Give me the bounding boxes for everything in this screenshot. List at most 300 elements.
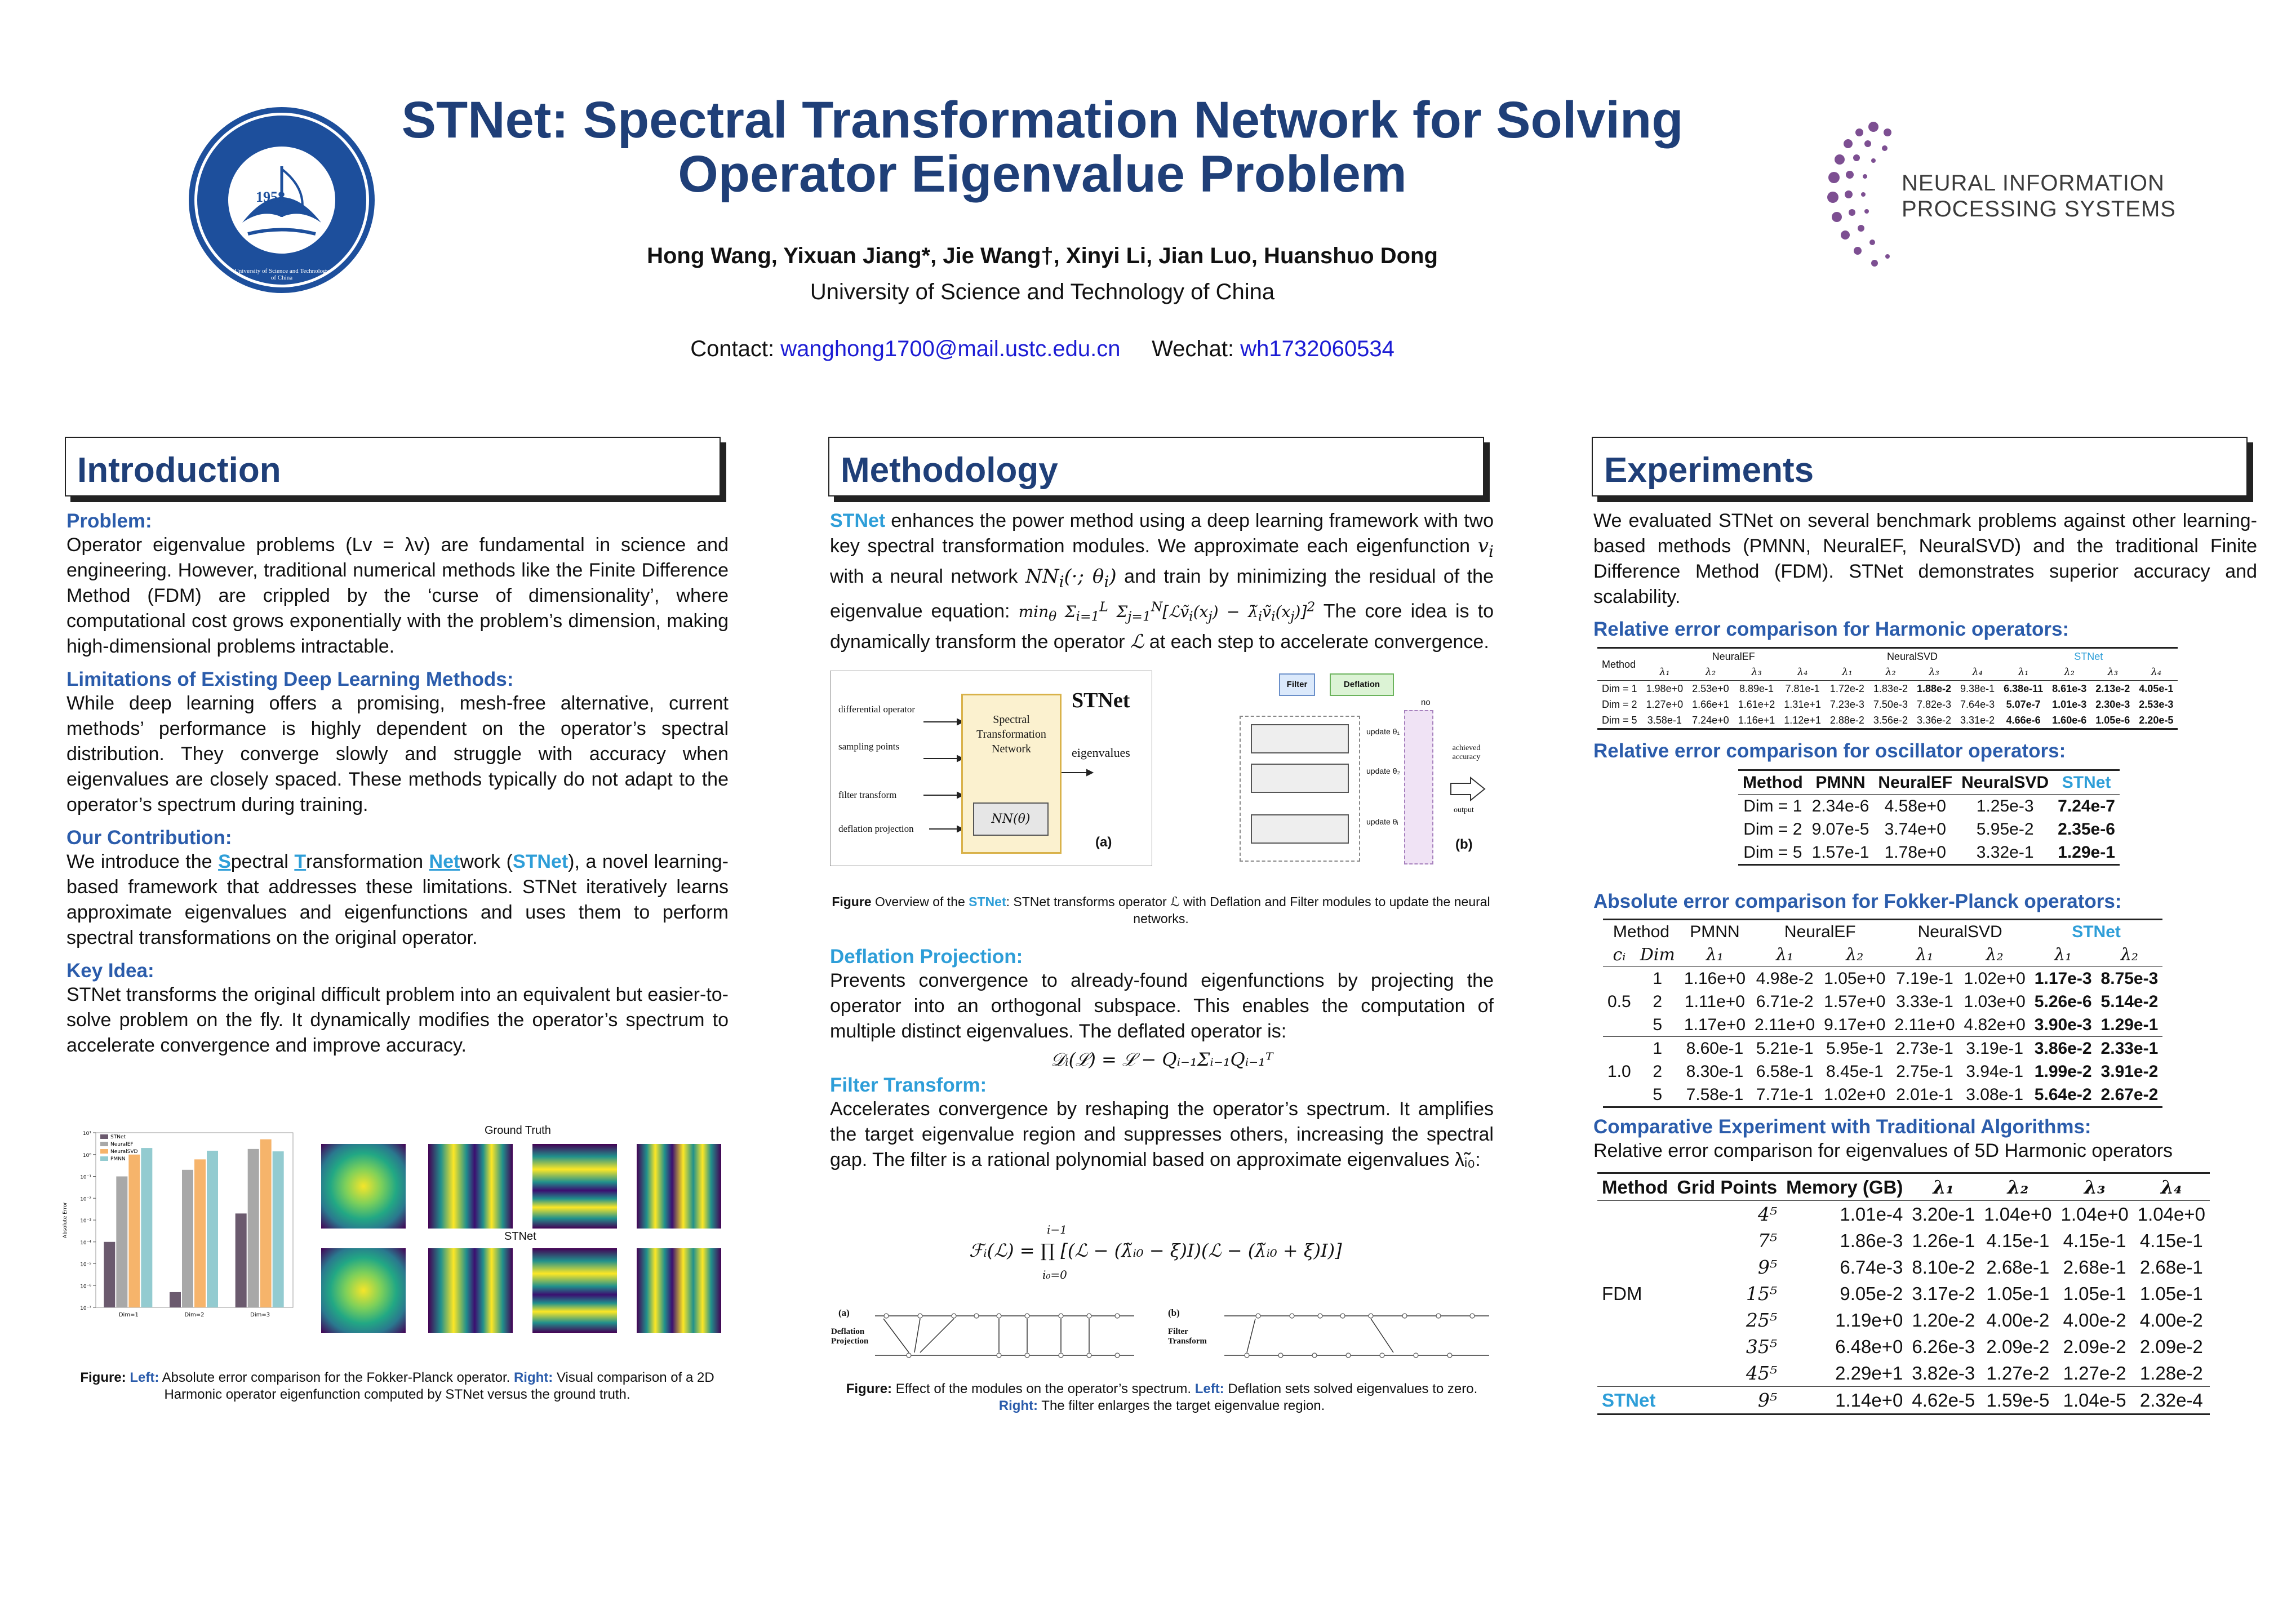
table-row [1738, 841, 2120, 865]
heatmap-stnet-4 [637, 1248, 721, 1333]
filter-title: Filter Transform: [830, 1074, 987, 1096]
x-tick-label: Dim=2 [184, 1312, 205, 1318]
y-tick-label: 10⁻⁴ [80, 1240, 91, 1246]
update-theta-i: update θᵢ [1366, 817, 1398, 826]
t4-header: λ₁ [1907, 1173, 1979, 1201]
t3-cell: 3.90e-3 [2030, 1013, 2097, 1037]
t3-cell: 2 [1653, 1062, 1663, 1081]
bar-neuralef-dim-3 [248, 1149, 259, 1307]
t4-cell: 2.68e-1 [2063, 1257, 2126, 1278]
t1-cell: 9.38e-1 [1960, 683, 1995, 694]
t3-cell: 2 [1653, 992, 1663, 1011]
bar-neuralsvd-dim-2 [194, 1159, 206, 1307]
t1-cell: 7.24e+0 [1687, 712, 1734, 729]
legend-swatch [100, 1142, 108, 1146]
t2-header: STNet [2053, 770, 2120, 795]
t4-cell: 1.14e+0 [1782, 1387, 1907, 1414]
t4-cell: 3.82e-3 [1907, 1360, 1979, 1387]
t3-cell: 2.33e-1 [2100, 1039, 2159, 1058]
t1-cell: 2.88e-2 [1826, 712, 1869, 729]
y-tick-label: 10⁻⁵ [80, 1262, 91, 1268]
y-tick-label: 10⁰ [82, 1152, 91, 1159]
methodology-details [830, 946, 1494, 1173]
t1-row-label: Dim = 5 [1597, 712, 1642, 729]
t2-cell: 5.95e-2 [1976, 820, 2034, 839]
spectrum-b-name: Filter Transform [1168, 1327, 1207, 1346]
table-row [1597, 681, 2178, 697]
bar-stnet-dim-2 [170, 1292, 181, 1307]
t1-cell: 7.64e-3 [1960, 699, 1995, 710]
t3-cell: 2.75e-1 [1896, 1062, 1953, 1081]
t4-cell: 1.05e-1 [2139, 1283, 2203, 1304]
t2-header: NeuralEF [1873, 770, 1957, 795]
spectrum-figure-caption: Figure: Effect of the modules on the operator’s spectrum. Left: Deflation sets solved eigenvalues to zero. Right: The filter enlarges the target eigenvalue region. [846, 1381, 1478, 1413]
table-row [1597, 1307, 2210, 1333]
t2-header: NeuralSVD [1957, 770, 2053, 795]
introduction-header [65, 437, 721, 496]
t3-cell: 2.67e-2 [2097, 1083, 2163, 1107]
nn-stack-frame [1240, 716, 1360, 862]
t4-header: Grid Points [1672, 1173, 1782, 1201]
t3-cell: 1.99e-2 [2034, 1062, 2092, 1081]
t1-lambda-header: λ₃ [1734, 664, 1780, 681]
legend-swatch [100, 1156, 108, 1161]
t3-cell: 3.19e-1 [1966, 1039, 2024, 1058]
filter-module: Filter [1279, 673, 1315, 696]
methodology-heading: Methodology [841, 451, 1058, 490]
t3-cell: 3.86e-2 [2034, 1039, 2092, 1058]
t1-lambda-header: λ₂ [2048, 664, 2091, 681]
t1-lambda-header: λ₃ [1912, 664, 1956, 681]
table-row [1603, 967, 2162, 991]
key-idea-title: Key Idea: [66, 960, 154, 982]
t4-cell: 15⁵ [1746, 1283, 1778, 1305]
t4-cell: 1.05e-1 [2063, 1283, 2126, 1304]
input-differential-operator: differential operator [838, 704, 916, 715]
neurips-line-2: PROCESSING SYSTEMS [1902, 197, 2176, 221]
t3-cell: 1 [1653, 1039, 1663, 1058]
table-row [1603, 1083, 2162, 1107]
t4-cell: 1.59e-5 [1979, 1387, 2056, 1414]
t3-subheader: λ₁ [2030, 943, 2097, 967]
t3-cell: 5 [1636, 1083, 1680, 1107]
t3-cell: 1.16e+0 [1684, 969, 1746, 988]
t4-cell: 4.15e-1 [2139, 1230, 2203, 1251]
t1-lambda-header: λ₁ [1999, 664, 2048, 681]
t4-cell: 2.09e-2 [2139, 1336, 2203, 1357]
t4-header: Method [1597, 1173, 1672, 1201]
eigenvalues-output: eigenvalues [1072, 746, 1130, 760]
stnet-figure-title: STNet [1072, 689, 1130, 712]
eigenvalue-column [1404, 710, 1433, 864]
t1-lambda-header: λ₂ [1687, 664, 1734, 681]
t3-cell: 5.26e-6 [2034, 992, 2092, 1011]
legend-swatch [100, 1149, 108, 1154]
t4-cell: 7⁵ [1757, 1230, 1778, 1252]
filter-formula-lower: i₀=0 [1042, 1268, 1067, 1281]
t3-cell: 7.19e-1 [1896, 969, 1953, 988]
t3-cell: 5 [1636, 1013, 1680, 1037]
contribution-text: We introduce the Spectral Transformation Network (STNet), a novel learning-based framework that addresses these limitations. STNet iteratively learns approximate eigenvalues and eigenfunctions and uses them to perform spectral transformations on the original operator. [66, 851, 729, 948]
t4-cell: 1.05e-1 [1986, 1283, 2050, 1304]
t2-header: PMNN [1808, 770, 1874, 795]
t4-cell: 45⁵ [1672, 1360, 1782, 1387]
t4-cell: 2.32e-4 [2133, 1387, 2210, 1414]
t3-cell: 5.64e-2 [2030, 1083, 2097, 1107]
spectral-network-box [961, 694, 1062, 854]
heatmap-stnet-3 [532, 1248, 617, 1333]
t3-cell: 3.91e-2 [2100, 1062, 2159, 1081]
no-label: no [1421, 698, 1431, 707]
table-row [1603, 1060, 2162, 1083]
t3-cell: 3.33e-1 [1896, 992, 1953, 1011]
t1-cell: 3.36e-2 [1912, 712, 1956, 729]
t4-cell: 2.68e-1 [2139, 1257, 2203, 1278]
t4-cell: 2.09e-2 [2063, 1336, 2126, 1357]
t1-lambda-header: λ₃ [2091, 664, 2134, 681]
t2-cell: 1.57e-1 [1808, 841, 1874, 865]
t1-group-header: STNet [1999, 648, 2178, 665]
t4-cell: 2.09e-2 [1986, 1336, 2050, 1357]
t1-cell: 5.07e-7 [2006, 699, 2041, 710]
t1-cell: 1.16e+1 [1734, 712, 1780, 729]
t1-row-label: Dim = 2 [1602, 699, 1637, 710]
t1-lambda-header: λ₁ [1826, 664, 1869, 681]
table-row [1597, 697, 2178, 712]
t2-cell: Dim = 5 [1738, 841, 1808, 865]
experiments-heading: Experiments [1604, 451, 1814, 490]
filter-text: Accelerates convergence by reshaping the operator’s spectrum. It amplifies the target eigenvalue region and suppresses others, increasing the spectral gap. The filter is a rational polynomial based on approximate eigenvalues λ̃ᵢ₀: [830, 1098, 1494, 1170]
t4-cell: 1.28e-2 [2133, 1360, 2210, 1387]
contact-label: Contact: [690, 336, 775, 361]
t1-group-header: NeuralSVD [1826, 648, 1999, 665]
t3-subheader: cᵢ [1603, 943, 1636, 967]
t4-cell: 1.04e-5 [2057, 1387, 2133, 1414]
t1-method-header: Method [1597, 648, 1642, 681]
figure-a-label: (a) [1095, 835, 1112, 850]
t3-cell: 2.73e-1 [1896, 1039, 1953, 1058]
t4-cell: 4.00e-2 [2139, 1310, 2203, 1331]
legend-label: PMNN [110, 1156, 126, 1162]
t1-cell: 1.60e-6 [2048, 712, 2091, 729]
heatmap-stnet-2 [428, 1248, 513, 1333]
method-figure-a [830, 671, 1152, 866]
t3-cell: 1.11e+0 [1684, 992, 1745, 1011]
table-row [1597, 712, 2178, 729]
intro-figure-caption: Figure: Left: Absolute error comparison for the Fokker-Planck operator. Right: Visual comparison of a 2D Harmonic operator eigenfunction computed by STNet versus the ground truth. [80, 1370, 714, 1402]
t2-cell: 2.34e-6 [1811, 797, 1869, 815]
t4-cell: 6.48e+0 [1835, 1336, 1903, 1357]
introduction-body [66, 510, 729, 1058]
t1-cell: 1.01e-3 [2052, 699, 2087, 710]
output-arrow-icon [1448, 775, 1487, 803]
y-tick-label: 10⁻² [80, 1196, 91, 1203]
t3-stnet-header: STNet [2030, 920, 2163, 944]
t4-cell: 3.17e-2 [1912, 1283, 1975, 1304]
wechat-label: Wechat: [1152, 336, 1234, 361]
t3-subheader: λ₂ [1819, 943, 1890, 967]
legend-swatch [100, 1134, 108, 1139]
t4-header: λ₂ [1979, 1173, 2056, 1201]
heatmap-gt-3 [532, 1144, 617, 1229]
t4-cell: 35⁵ [1746, 1336, 1778, 1358]
t1-cell: 2.13e-2 [2095, 683, 2130, 694]
t3-neuralef-header: NeuralEF [1750, 920, 1890, 944]
wechat-id[interactable]: wh1732060534 [1240, 336, 1395, 361]
t4-cell: 4.62e-5 [1907, 1387, 1979, 1414]
t3-cell: 3.08e-1 [1960, 1083, 2030, 1107]
t3-cell: 1.05e+0 [1824, 969, 1886, 988]
t3-cell: 8.60e-1 [1686, 1039, 1744, 1058]
t1-cell: 1.31e+1 [1784, 699, 1821, 710]
y-tick-label: 10⁻⁷ [80, 1306, 91, 1311]
t3-cell: 8.30e-1 [1686, 1062, 1744, 1081]
update-theta-2: update θ₂ [1366, 766, 1400, 775]
fokker-planck-table [1603, 919, 2162, 1108]
traditional-table [1597, 1172, 2210, 1415]
t4-cell: 4⁵ [1757, 1203, 1778, 1225]
bar-pmnn-dim-3 [273, 1151, 284, 1307]
t3-cell: 8.45e-1 [1826, 1062, 1884, 1081]
t2-cell: 3.32e-1 [1957, 841, 2053, 865]
t2-cell: 9.07e-5 [1811, 820, 1869, 839]
input-deflation-projection: deflation projection [838, 823, 914, 834]
t4-cell: 9.05e-2 [1840, 1283, 1903, 1304]
t4-cell: 1.04e+0 [2060, 1204, 2129, 1225]
t3-subheader: λ₂ [2097, 943, 2163, 967]
t3-cell: 1.02e+0 [1819, 1083, 1890, 1107]
t3-c-value: 1.0 [1603, 1037, 1636, 1107]
t3-cell: 1.02e+0 [1964, 969, 2026, 988]
spectrum-b-label: (b) [1168, 1307, 1180, 1318]
t3-cell: 2.11e+0 [1750, 1013, 1819, 1037]
table-row [1603, 1013, 2162, 1037]
t4-cell: 4.00e-2 [1986, 1310, 2050, 1331]
introduction-heading: Introduction [77, 451, 281, 490]
t1-cell: 1.98e+0 [1646, 683, 1684, 694]
t3-cell: 1.17e+0 [1680, 1013, 1750, 1037]
t4-cell: 6.26e-3 [1912, 1336, 1975, 1357]
logo-circular-text: University of Science and Technology of China [234, 268, 330, 281]
heatmap-gt-1 [321, 1144, 406, 1229]
t1-lambda-header: λ₄ [1779, 664, 1826, 681]
t4-cell: 25⁵ [1746, 1309, 1778, 1331]
limitations-text: While deep learning offers a promising, mesh-free alternative, current methods’ performance is highly dependent on the operator’s spectral distribution. They converge slowly and struggle with accuracy when eigenvalues are closely spaced. These methods typically do not adapt to the operator’s spectrum during training. [66, 693, 729, 815]
t4-cell: 9⁵ [1672, 1387, 1782, 1414]
table-row [1738, 795, 2120, 818]
t3-cell: 7.58e-1 [1680, 1083, 1750, 1107]
table-row [1597, 1280, 2210, 1307]
t1-cell: 1.12e+1 [1779, 712, 1826, 729]
limitations-title: Limitations of Existing Deep Learning Methods: [66, 668, 514, 690]
table-row [1738, 818, 2120, 841]
experiments-header [1592, 437, 2248, 496]
output-label: output [1454, 806, 1474, 814]
t3-cell: 6.71e-2 [1756, 992, 1814, 1011]
t1-cell: 1.61e+2 [1738, 699, 1775, 710]
traditional-table-subtitle: Relative error comparison for eigenvalues of 5D Harmonic operators [1593, 1140, 2173, 1161]
logo-year: 1958 [256, 189, 285, 205]
t1-cell: 8.89e-1 [1739, 683, 1774, 694]
t4-cell: 1.19e+0 [1835, 1310, 1903, 1331]
t1-lambda-header: λ₄ [1956, 664, 1999, 681]
bar-neuralef-dim-2 [182, 1170, 193, 1307]
t4-cell: 3.20e-1 [1912, 1204, 1975, 1225]
t3-method-header: Method [1603, 920, 1680, 944]
t3-cell: 5.21e-1 [1756, 1039, 1814, 1058]
harmonic-table [1597, 647, 2178, 730]
t2-cell: Dim = 1 [1743, 797, 1802, 815]
legend-label: NeuralEF [110, 1142, 134, 1147]
t1-cell: 4.05e-1 [2139, 683, 2174, 694]
table-row [1597, 1360, 2210, 1387]
affiliation: University of Science and Technology of China [810, 280, 1275, 304]
x-tick-label: Dim=3 [250, 1312, 270, 1318]
problem-title: Problem: [66, 510, 152, 532]
y-tick-label: 10⁻³ [80, 1218, 91, 1224]
email-link[interactable]: wanghong1700@mail.ustc.edu.cn [780, 336, 1121, 361]
neurips-dots-icon [1823, 116, 1907, 279]
filter-formula-upper: i−1 [1047, 1223, 1067, 1236]
t3-cell: 4.82e+0 [1960, 1013, 2030, 1037]
t4-stnet-label: STNet [1597, 1387, 1672, 1414]
bar-neuralsvd-dim-3 [260, 1139, 272, 1307]
t2-cell: 2.35e-6 [2058, 820, 2115, 839]
t2-cell: 7.24e-7 [2058, 797, 2115, 815]
legend-label: NeuralSVD [110, 1149, 138, 1155]
t3-subheader: λ₁ [1750, 943, 1819, 967]
t3-cell: 1.57e+0 [1824, 992, 1886, 1011]
t1-cell: 2.53e+0 [1692, 683, 1729, 694]
y-tick-label: 10⁻⁶ [80, 1284, 91, 1290]
t4-cell: 1.26e-1 [1912, 1230, 1975, 1251]
t4-cell: 1.20e-2 [1912, 1310, 1975, 1331]
oscillator-table-title: Relative error comparison for oscillator operators: [1593, 740, 2066, 762]
input-filter-transform: filter transform [838, 790, 897, 800]
harmonic-table-title: Relative error comparison for Harmonic operators: [1593, 618, 2069, 640]
t1-cell: 8.61e-3 [2052, 683, 2087, 694]
t1-group-header: NeuralEF [1642, 648, 1826, 665]
t4-cell: 4.00e-2 [2063, 1310, 2126, 1331]
t3-cell: 9.17e+0 [1819, 1013, 1890, 1037]
deflation-text: Prevents convergence to already-found eigenfunctions by projecting the operator into an orthogonal subspace. This enables the computation of multiple distinct eigenvalues. The deflated operator is: [830, 970, 1494, 1042]
t3-c-value: 0.5 [1603, 967, 1636, 1037]
t1-cell: 2.20e-5 [2134, 712, 2178, 729]
heatmap-gt-2 [428, 1144, 513, 1229]
t4-cell: 1.04e+0 [2137, 1204, 2205, 1225]
achieved-accuracy-label: achieved accuracy [1452, 744, 1481, 761]
t1-cell: 2.53e-3 [2139, 699, 2174, 710]
t1-cell: 7.81e-1 [1785, 683, 1820, 694]
method-figure-b [1172, 671, 1496, 868]
t4-header: λ₃ [2057, 1173, 2133, 1201]
t1-row-label: Dim = 1 [1602, 683, 1637, 694]
t1-cell: 6.38e-11 [2004, 683, 2044, 694]
t4-cell: 6.74e-3 [1840, 1257, 1903, 1278]
t3-cell: 5.14e-2 [2100, 992, 2159, 1011]
heatmap-stnet-title: STNet [504, 1230, 536, 1243]
t3-subheader: Dim [1636, 943, 1680, 967]
t3-cell: 2.11e+0 [1890, 1013, 1959, 1037]
t3-cell: 7.71e-1 [1750, 1083, 1819, 1107]
t4-cell: 2.29e+1 [1782, 1360, 1907, 1387]
methodology-header [828, 437, 1484, 496]
key-idea-text: STNet transforms the original difficult problem into an equivalent but easier-to-solve problem on the fly. It dynamically modifies the operator’s spectrum to accelerate convergence and improve accuracy. [66, 984, 729, 1056]
bar-stnet-dim-1 [104, 1242, 115, 1307]
t1-cell: 7.23e-3 [1829, 699, 1864, 710]
t2-cell: 1.25e-3 [1976, 797, 2034, 815]
t1-cell: 1.88e-2 [1916, 683, 1952, 694]
t3-cell: 6.58e-1 [1756, 1062, 1814, 1081]
t3-cell: 1 [1653, 969, 1663, 988]
bar-stnet-dim-3 [236, 1213, 247, 1307]
t3-subheader: λ₁ [1680, 943, 1750, 967]
error-bar-chart [56, 1121, 310, 1330]
filter-formula: ℱᵢ(ℒ) = ∏ [(ℒ − (λ̃ᵢ₀ − ξ)I)(ℒ − (λ̃ᵢ₀ + ξ)I)] [969, 1240, 1342, 1261]
t4-cell: 2.68e-1 [1986, 1257, 2050, 1278]
y-tick-label: 10¹ [82, 1131, 91, 1137]
bar-neuralef-dim-1 [116, 1177, 127, 1308]
input-sampling-points: sampling points [838, 741, 900, 752]
t3-cell: 1.29e-1 [2097, 1013, 2163, 1037]
y-tick-label: 10⁻¹ [80, 1174, 91, 1181]
t4-header: λ₄ [2133, 1173, 2210, 1201]
spectrum-figure [830, 1296, 1494, 1381]
t3-cell: 1.17e-3 [2034, 969, 2092, 988]
t1-lambda-header: λ₂ [1869, 664, 1912, 681]
t3-subheader: λ₁ [1890, 943, 1959, 967]
t3-cell: 3.94e-1 [1966, 1062, 2024, 1081]
bar-neuralsvd-dim-1 [128, 1155, 140, 1307]
heatmap-stnet-1 [321, 1248, 406, 1333]
t1-cell: 2.30e-3 [2095, 699, 2130, 710]
t1-cell: 1.05e-6 [2091, 712, 2134, 729]
t2-cell: 1.29e-1 [2053, 841, 2120, 865]
t1-cell: 1.72e-2 [1829, 683, 1864, 694]
t1-cell: 3.56e-2 [1869, 712, 1912, 729]
t3-cell: 5.95e-1 [1826, 1039, 1884, 1058]
figure-b-label: (b) [1455, 837, 1473, 852]
bar-pmnn-dim-1 [141, 1148, 152, 1307]
traditional-table-title: Comparative Experiment with Traditional Algorithms: [1593, 1116, 2091, 1138]
table-row [1597, 1387, 2210, 1414]
update-theta-1: update θ₁ [1366, 727, 1400, 736]
contact-line [338, 336, 1747, 362]
t2-header: Method [1738, 770, 1808, 795]
t1-cell: 3.31e-2 [1956, 712, 1999, 729]
t4-cell: 4.15e-1 [2063, 1230, 2126, 1251]
t3-subheader: λ₂ [1960, 943, 2030, 967]
t1-lambda-header: λ₁ [1642, 664, 1688, 681]
t4-fdm-label: FDM [1597, 1201, 1672, 1387]
deflation-module: Deflation [1330, 673, 1394, 696]
nn-theta-box: NN(θ) [973, 802, 1049, 836]
t1-cell: 1.27e+0 [1646, 699, 1684, 710]
poster-title [338, 93, 1747, 201]
t1-cell: 1.83e-2 [1873, 683, 1908, 694]
t2-cell: 4.58e+0 [1884, 797, 1946, 815]
t4-cell: 1.86e-3 [1840, 1230, 1903, 1251]
t4-cell: 8.10e-2 [1912, 1257, 1975, 1278]
t3-pmnn-header: PMNN [1680, 920, 1750, 944]
deflation-title: Deflation Projection: [830, 946, 1023, 968]
t3-cell: 8.75e-3 [2100, 969, 2159, 988]
t3-cell: 1.03e+0 [1964, 992, 2026, 1011]
author-list: Hong Wang, Yixuan Jiang*, Jie Wang†, Xinyi Li, Jian Luo, Huanshuo Dong [647, 243, 1438, 268]
spectrum-a-name: Deflation Projection [831, 1327, 869, 1346]
oscillator-table [1738, 769, 2120, 866]
heatmap-gt-4 [637, 1144, 721, 1229]
